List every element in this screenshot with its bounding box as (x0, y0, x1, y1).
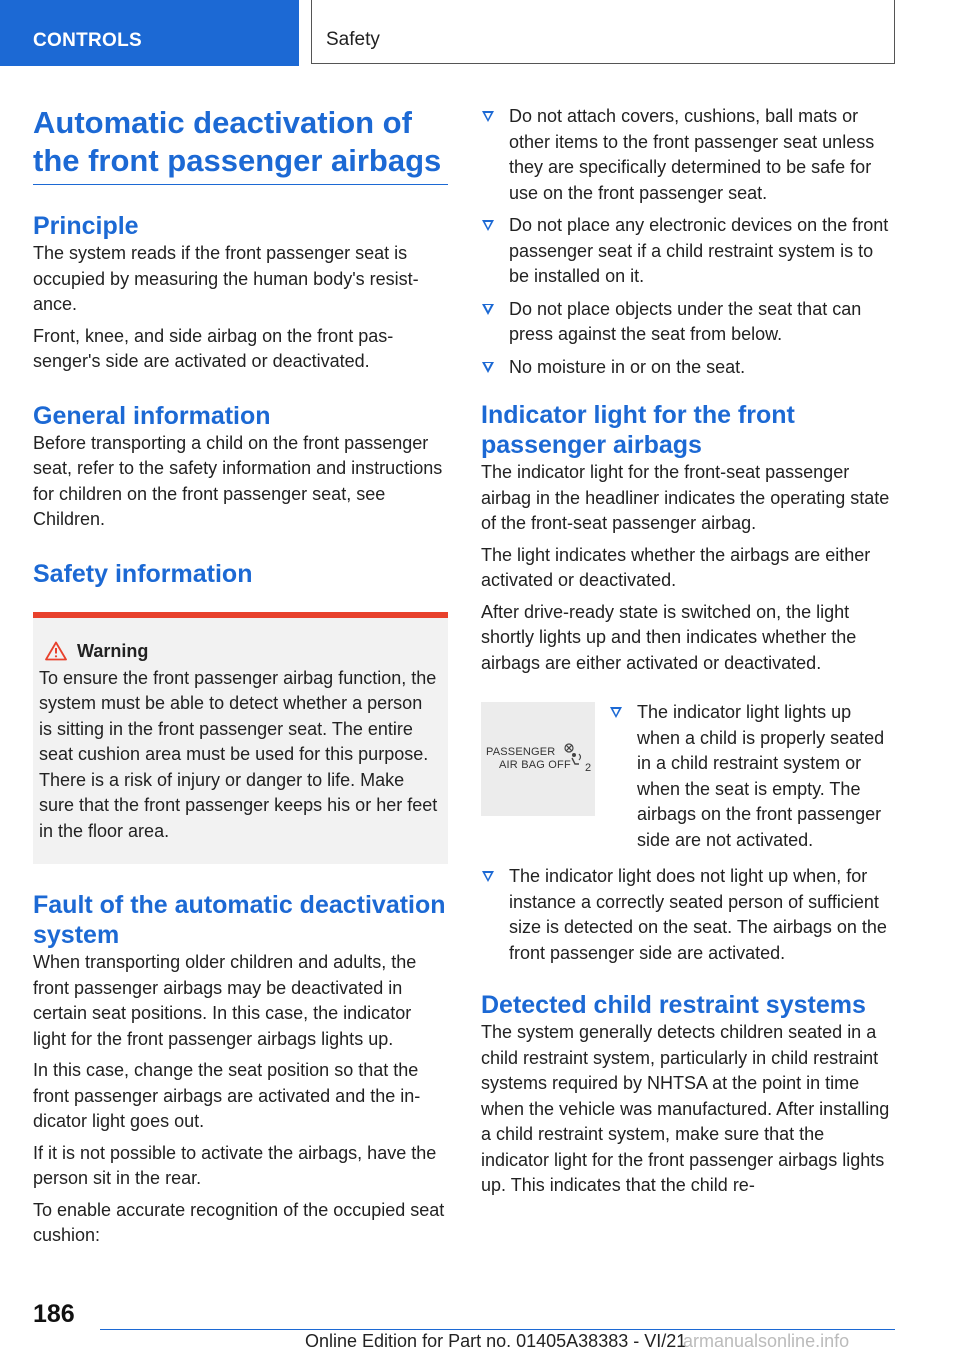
bullet-triangle-icon (482, 111, 494, 122)
left-column (33, 104, 448, 1249)
bullet-triangle-icon (482, 304, 494, 315)
indicator-light-illustration-row (481, 700, 895, 860)
warning-text: To ensure the front passenger airbag function, the system must be able to detect whether a person is sitting in the front passenger seat. The entire seat cushion area must be used for this purpose. There is a risk of injury or danger to life. Make sure that the front passenger keeps his or her feet in the floor area. (39, 667, 438, 841)
fault-heading: Fault of the automatic deactivation system (33, 891, 446, 949)
warning-triangle-icon (45, 641, 67, 661)
detected-child-restraint-heading: Detected child restraint systems (481, 991, 866, 1019)
warning-box (33, 612, 448, 865)
warning-label: Warning (77, 640, 149, 661)
indicator-bullet-list (481, 864, 895, 966)
footer-divider (100, 1329, 895, 1330)
general-information-paragraph: Before transporting a child on the front passenger seat, refer to the safety information and instructions for children on the front passenger seat, see Children. (33, 432, 443, 529)
right-column (481, 104, 895, 1199)
safety-information-heading: Safety information (33, 559, 253, 588)
principle-paragraph: The system reads if the front passenger seat is occupied by measuring the human body's resistance. (33, 243, 419, 314)
bullet-triangle-icon (482, 362, 494, 373)
list-item: Do not place objects under the seat that can press against the seat from below. (481, 297, 895, 348)
warning-title (39, 639, 440, 663)
indicator-paragraph: The indicator light for the front-seat passenger airbag in the headliner indicates the operating state of the front-seat passenger airbag. (481, 462, 890, 533)
list-item: No moisture in or on the seat. (481, 355, 895, 381)
detected-child-restraint-paragraph: The system generally detects children seated in a child restraint system, particularly in child restraint systems required by NHTSA at the point in time when the vehicle was manufactured. After installing a child restraint system, make sure that the indicator light for the front passenger airbags lights up. This indicates that the child re- (481, 1022, 890, 1195)
indicator-paragraph: After drive-ready state is switched on, the light shortly lights up and then indicates whether the airbags are either activated or deactivated. (481, 601, 857, 673)
indicator-image-text: PASSENGER (486, 746, 556, 758)
list-item: The indicator light lights up when a child is properly seated in a child restraint system or when the seat is empty. The airbags on the front passenger side are not activated. (609, 700, 895, 853)
principle-paragraph: Front, knee, and side airbag on the front passenger's side are activated or deactivated. (33, 325, 394, 371)
list-item: Do not place any electronic devices on the front passenger seat if a child restraint system is to be installed on it. (481, 213, 895, 290)
bullet-triangle-icon (482, 220, 494, 231)
list-item: Do not attach covers, cushions, ball mats or other items to the front passenger seat unless they are specifically determined to be safe for use on the front passenger seat. (481, 104, 895, 206)
indicator-light-heading: Indicator light for the front passenger airbags (481, 401, 795, 459)
principle-heading: Principle (33, 212, 139, 240)
bullet-triangle-icon (610, 707, 622, 718)
page-title: Automatic deactivation of the front passenger airbags (33, 104, 448, 185)
chapter-label: Safety (311, 0, 895, 64)
list-item: The indicator light does not light up when, for instance a correctly seated person of sufficient size is detected on the seat. The airbags on the front passenger side are activated. (481, 864, 895, 966)
page-number: 186 (33, 1300, 75, 1328)
indicator-image-text: AIR BAG OFF (499, 759, 571, 771)
fault-paragraph: If it is not possible to activate the airbags, have the person sit in the rear. (33, 1142, 437, 1188)
fault-paragraph: To enable accurate recognition of the occupied seat cushion: (33, 1199, 445, 1245)
indicator-bullet-list (609, 700, 895, 860)
indicator-image-text: 2 (585, 762, 592, 774)
section-tab-controls: CONTROLS (0, 0, 299, 66)
general-information-heading: General information (33, 401, 271, 430)
fault-paragraph: When transporting older children and adults, the front passenger airbags may be deactivated in certain seat positions. In this case, the indicator light for the front passenger airbags lights up. (33, 952, 417, 1049)
watermark: armanualsonline.info (683, 1331, 850, 1351)
edition-text: Online Edition for Part no. 01405A38383 - VI/21 (305, 1331, 687, 1351)
seat-cushion-bullet-list (481, 104, 895, 380)
passenger-airbag-off-indicator-image (481, 702, 595, 816)
indicator-paragraph: The light indicates whether the airbags are either activated or deactivated. (481, 544, 871, 590)
bullet-triangle-icon (482, 871, 494, 882)
fault-paragraph: In this case, change the seat position so that the front passenger airbags are activated and the indicator light goes out. (33, 1060, 421, 1131)
